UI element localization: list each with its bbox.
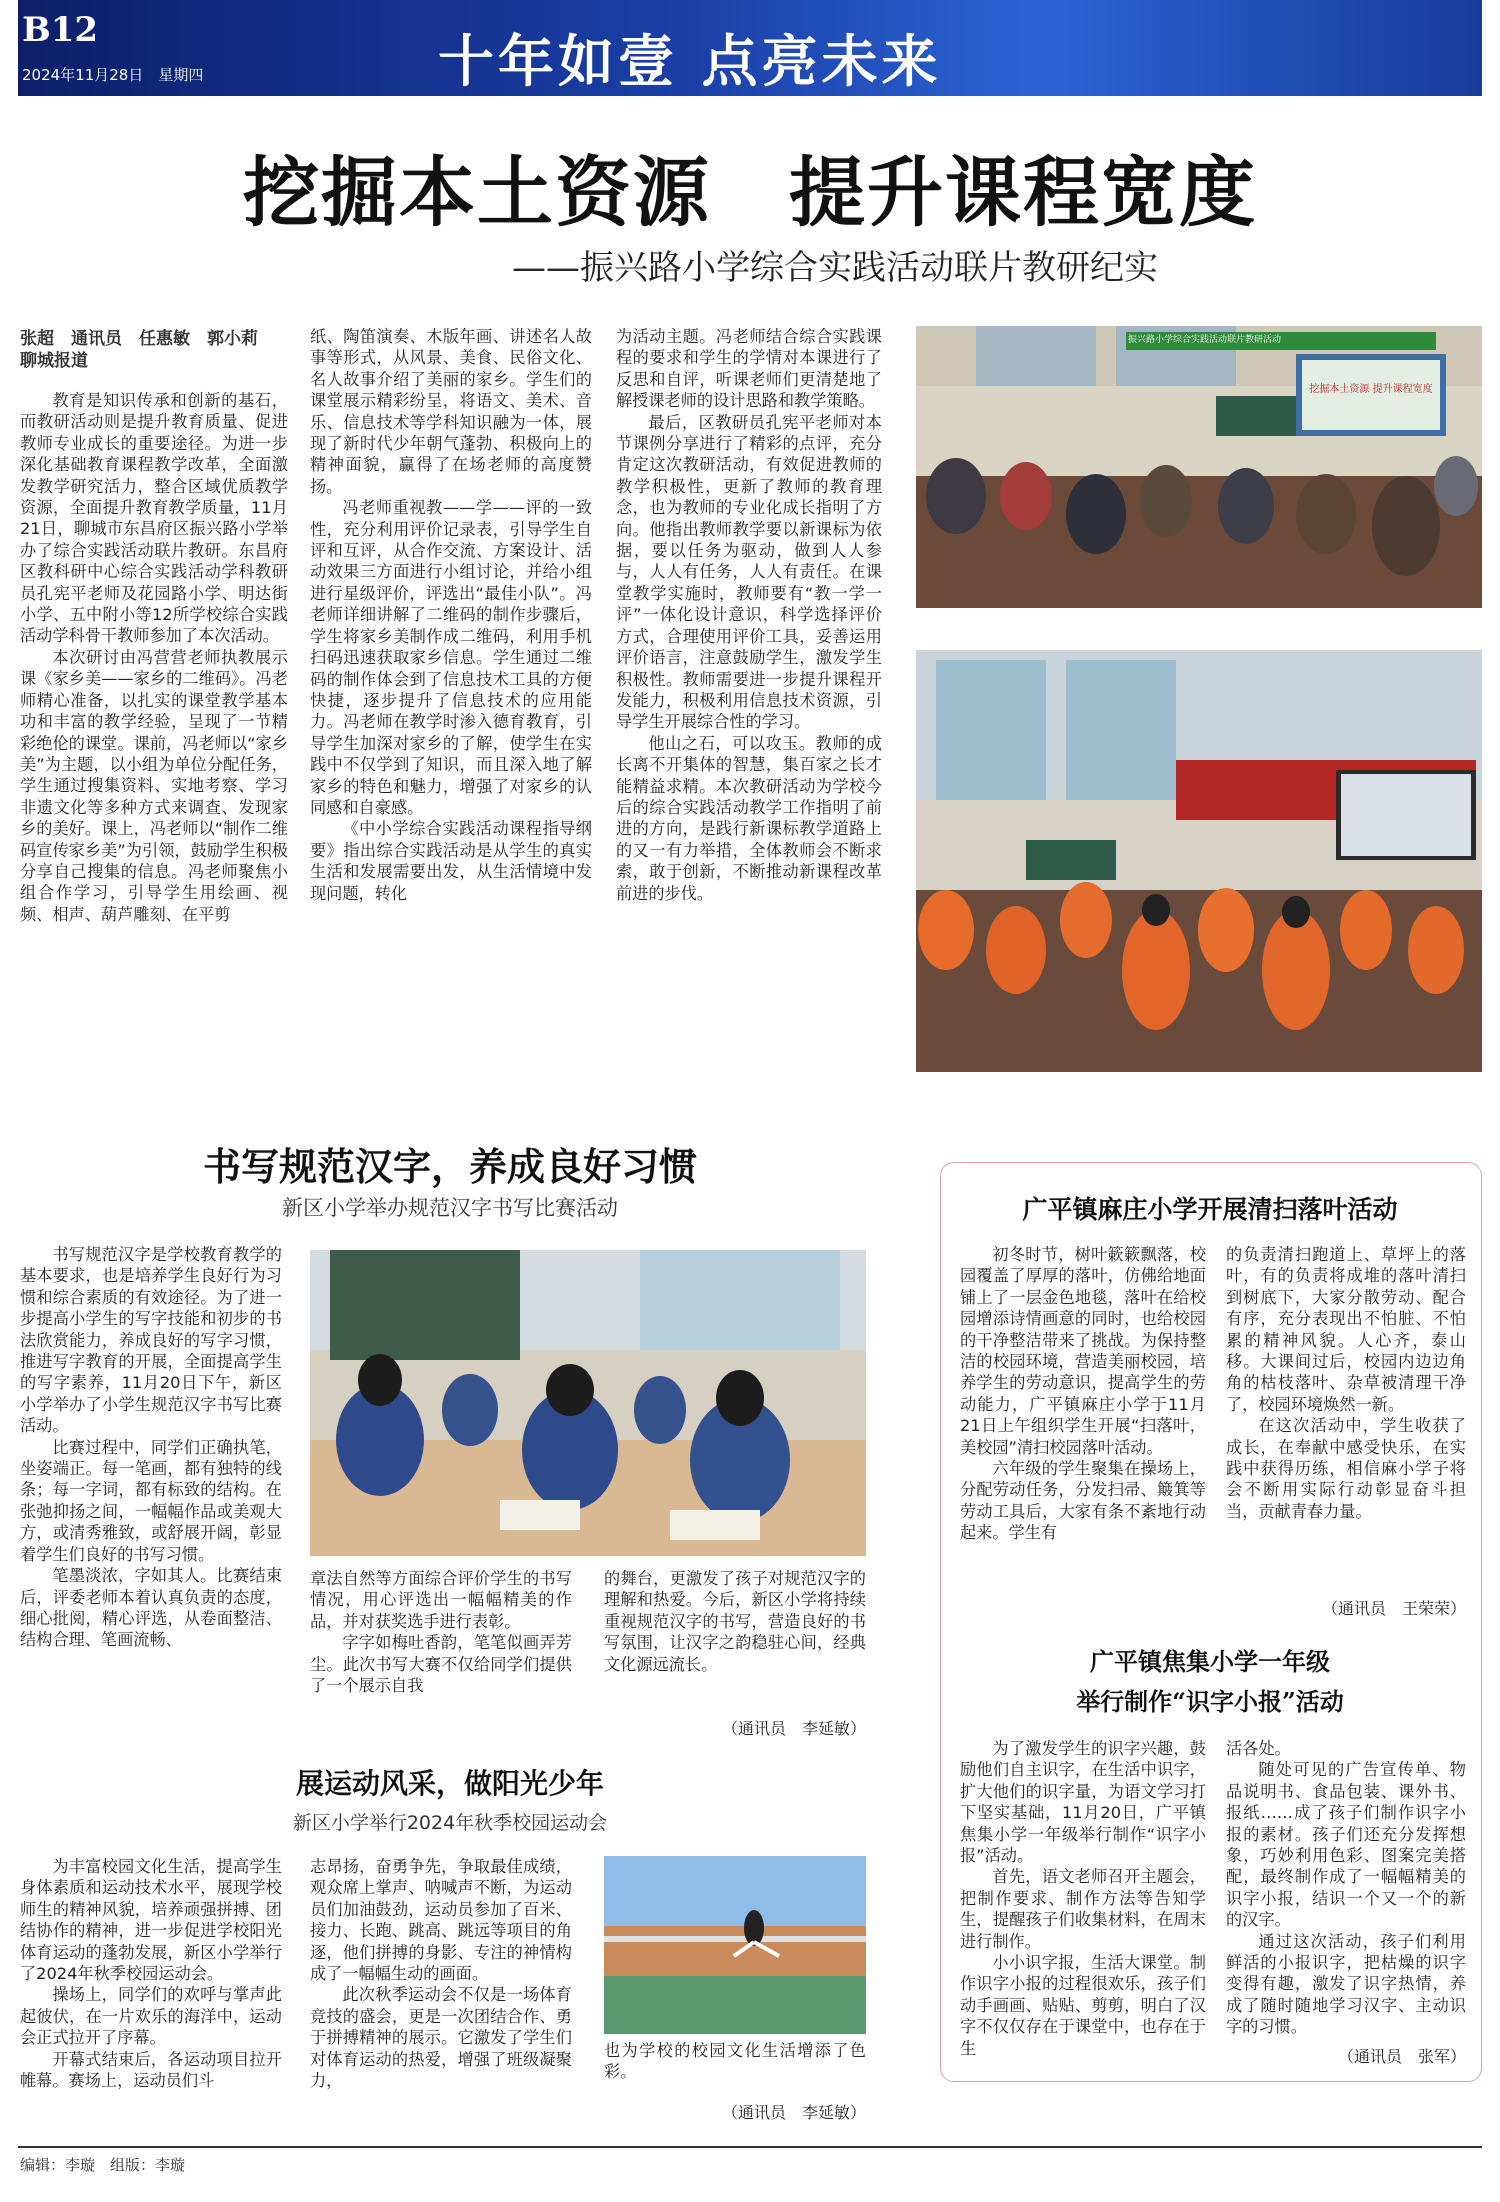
paragraph: 在这次活动中，学生收获了成长，在奉献中感受快乐，在实践中获得历练，相信麻小学子将会不断用实际行动彰显奋斗担当，贡献青春力量。 [1226,1416,1466,1521]
main-column-3 [616,326,882,1071]
class-photo-illustration [916,650,1482,1072]
writing-contest-photo [310,1250,866,1556]
seminar-photo [916,326,1482,608]
sports-column-1 [20,1856,282,2136]
paragraph: 首先，语文老师召开主题会，把制作要求、制作方法等告知学生，提醒孩子们收集材料，在周末进行制作。 [960,1867,1206,1951]
main-byline: 张超 通讯员 任惠敏 郭小莉 聊城报道 [20,329,275,371]
sports-photo-illustration [604,1856,866,2034]
seminar-banner-text: 振兴路小学综合实践活动联片教研活动 [1128,335,1282,345]
paragraph: 志昂扬，奋勇争先，争取最佳成绩，观众席上掌声、呐喊声不断，为运动员们加油鼓劲，运动员参加了百米、接力、长跑、跳高、跳远等项目的角逐，他们拼搏的身影、专注的神情构成了一幅幅生动的画面。 [310,1857,572,1984]
paragraph: 比赛过程中，同学们正确执笔，坐姿端正。每一笔画，都有独特的线条；每一字词，都有标致的结构。在张弛抑扬之间，一幅幅作品或美观大方，或清秀雅致，或舒展开阔，彰显着学生们良好的书写习惯。 [20,1437,282,1564]
literacy-title-line-1: 广平镇焦集小学一年级 [1090,1647,1330,1676]
main-subheadline: ——振兴路小学综合实践活动联片教研纪实 [512,248,1158,288]
writing-column-2 [310,1568,572,1748]
paragraph: 冯老师重视教——学——评的一致性，充分利用评价记录表，引导学生自评和互评，从合作交流、方案设计、活动效果三方面进行小组讨论，并给小组进行星级评价，评选出“最佳小队”。冯老师详细讲解了二维码的制作步骤后，学生将家乡美制作成二维码，利用手机扫码迅速获取家乡信息。学生通过二维码的制作体会到了信息技术工具的方便快捷，逐步提升了信息技术的应用能力。冯老师在教学时渗入德育教育，引导学生加深对家乡的了解，使学生在实践中不仅学到了知识，而且深入地了解家乡的特色和魅力，增强了对家乡的认同感和自豪感。 [310,498,592,817]
paragraph: 此次秋季运动会不仅是一场体育竞技的盛会，更是一次团结合作、勇于拼搏精神的展示。它激发了学生们对体育运动的热爱，增强了班级凝聚力， [310,1985,572,2091]
sports-article-subtitle: 新区小学举行2024年秋季校园运动会 [292,1812,608,1834]
main-column-2 [310,326,592,1071]
literacy-credit: （通讯员 张军） [1337,2047,1466,2066]
seminar-screen-text: 挖掘本土资源 提升课程宽度 [1309,384,1433,395]
paragraph: 教育是知识传承和创新的基石，而教研活动则是提升教育质量、促进教师专业成长的重要途径。为进一步深化基础教育课程教学改革，全面激发教学研究活力，整合区域优质教学资源，全面提升教育教学质量，11月21日，聊城市东昌府区振兴路小学举办了综合实践活动联片教研。东昌府区教科研中心综合实践活动学科教研员孔宪平老师及花园路小学、明达街小学、五中附小等12所学校综合实践活动学科骨干教师参加了本次活动。 [20,391,288,646]
footer-rule [18,2146,1482,2148]
paragraph: 操场上，同学们的欢呼与掌声此起彼伏，在一片欢乐的海洋中，运动会正式拉开了序幕。 [20,1985,282,2048]
paragraph: 他山之石，可以攻玉。教师的成长离不开集体的智慧，集百家之长才能精益求精。本次教研活动为学校今后的综合实践活动教学工作指明了前进的方向，是践行新课标教学道路上的又一有力举措，全体教师会不断求索，敢于创新，不断推动新课程改革前进的步伐。 [616,733,882,903]
paragraph: 最后，区教研员孔宪平老师对本节课例分享进行了精彩的点评，充分肯定这次教研活动，有效促进教师的教学积极性，更新了教师的教育理念，也为教师的专业化成长指明了方向。他指出教师教学要以新课标为依据，要以任务为驱动，做到人人参与，人人有任务，人人有责任。在课堂教学实施时，教师要有“教一学一评”一体化设计意识，科学选择评价方式，合理使用评价工具，妥善运用评价语言，注意鼓励学生，激发学生积极性。教师需要进一步提升课程开发能力，积极利用信息技术资源，引导学生开展综合性的学习。 [616,412,882,732]
page-number: B12 [22,10,99,50]
writing-credit: （通讯员 李延敏） [721,1719,866,1738]
paragraph: 章法自然等方面综合评价学生的书写情况，用心评选出一幅幅精美的作品，并对获奖选手进行表彰。 [310,1569,572,1631]
literacy-title-line-2: 举行制作“识字小报”活动 [1076,1687,1344,1716]
paragraph: 开幕式结束后，各运动项目拉开帷幕。赛场上，运动员们斗 [20,2049,282,2091]
paragraph: 纸、陶笛演奏、木版年画、讲述名人故事等形式，从风景、美食、民俗文化、名人故事介绍了美丽的家乡。学生们的课堂展示精彩纷呈，将语文、美术、音乐、信息技术等学科知识融为一体，展现了新时代少年朝气蓬勃、积极向上的精神面貌，赢得了在场老师的高度赞扬。 [310,327,592,496]
paragraph: 小小识字报，生活大课堂。制作识字小报的过程很欢乐，孩子们动手画画、贴贴、剪剪，明白了汉字不仅仅存在于课堂中，也存在于生 [960,1953,1206,2058]
paragraph: 为丰富校园文化生活，提高学生身体素质和运动技术水平，展现学校师生的精神风貌，培养顽强拼搏、团结协作的精神，进一步促进学校阳光体育运动的蓬勃发展，新区小学举行了2024年秋季校园运动会。 [20,1857,282,1984]
leaves-credit: （通讯员 王荣荣） [1321,1599,1466,1618]
header-banner-title: 十年如壹 点亮未来 [438,30,942,95]
paragraph: 也为学校的校园文化生活增添了色彩。 [604,2041,866,2082]
paragraph: 活各处。 [1226,1739,1291,1758]
paragraph: 本次研讨由冯营营老师执教展示课《家乡美——家乡的二维码》。冯老师精心准备，以扎实的课堂教学基本功和丰富的教学经验，呈现了一节精彩绝伦的课堂。课前，冯老师以“家乡美”为主题，以小组为单位分配任务，学生通过搜集资料、实地考察、学习非遗文化等多种方式来调查、发现家乡的美好。课上，冯老师以“制作二维码宣传家乡美”为引领，鼓励学生积极分享自己搜集的信息。冯老师聚焦小组合作学习，引导学生用绘画、视频、相声、葫芦雕刻、在平剪 [20,647,288,924]
leaves-column-1 [960,1244,1206,1614]
leaves-column-2 [1226,1244,1466,1594]
paragraph: 书写规范汉字是学校教育教学的基本要求，也是培养学生良好行为习惯和综合素质的有效途径。为了进一步提高小学生的写字技能和初步的书法欣赏能力，养成良好的写字习惯，推进写字教育的开展，全面提高学生的写字素养，11月20日下午，新区小学举办了小学生规范汉字书写比赛活动。 [20,1245,282,1436]
sports-credit: （通讯员 李延敏） [721,2103,866,2122]
writing-photo-illustration [310,1250,866,1556]
sports-article-title: 展运动风采，做阳光少年 [295,1767,604,1800]
paragraph: 为活动主题。冯老师结合综合实践课程的要求和学生的学情对本课进行了反思和自评，听课老师们更清楚地了解授课老师的设计思路和教学策略。 [616,327,882,411]
footer-editor: 编辑：李璇 组版：李璇 [20,2156,186,2174]
sports-photo [604,1856,866,2034]
writing-article-subtitle: 新区小学举办规范汉字书写比赛活动 [282,1196,618,1220]
writing-column-1 [20,1244,282,1744]
main-headline: 挖掘本土资源 提升课程宽度 [243,148,1257,237]
paragraph: 《中小学综合实践活动课程指导纲要》指出综合实践活动是从学生的真实生活和发展需要出发，从生活情境中发现问题，转化 [310,819,592,903]
leaves-article-title: 广平镇麻庄小学开展清扫落叶活动 [1022,1195,1398,1224]
paragraph: 为了激发学生的识字兴趣，鼓励他们自主识字，在生活中识字，扩大他们的识字量，为语文学习打下坚实基础，11月20日，广平镇焦集小学一年级举行制作“识字小报”活动。 [960,1739,1206,1866]
seminar-photo-illustration [916,326,1482,608]
literacy-column-2 [1226,1738,1466,2038]
literacy-column-1 [960,1738,1206,2068]
paragraph: 的舞台，更激发了孩子对规范汉字的理解和热爱。今后，新区小学将持续重视规范汉字的书写，营造良好的书写氛围，让汉字之韵稳驻心间，经典文化源远流长。 [604,1569,866,1674]
class-photo [916,650,1482,1072]
sports-column-3 [604,2040,866,2088]
paragraph: 的负责清扫跑道上、草坪上的落叶，有的负责将成堆的落叶清扫到树底下，大家分散劳动、配合有序，充分表现出不怕脏、不怕累的精神风貌。人心齐，泰山移。大课间过后，校园内边边角角的枯枝落叶、杂草被清理干净了，校园环境焕然一新。 [1226,1245,1466,1414]
paragraph: 通过这次活动，孩子们利用鲜活的小报识字，把枯燥的识字变得有趣，激发了识字热情，养成了随时随地学习汉字、主动识字的习惯。 [1226,1931,1466,2037]
paragraph: 初冬时节，树叶簌簌飘落，校园覆盖了厚厚的落叶，仿佛给地面铺上了一层金色地毯，落叶在给校园增添诗情画意的同时，也给校园的干净整洁带来了挑战。为保持整洁的校园环境，营造美丽校园，培养学生的劳动意识，提高学生的劳动能力，广平镇麻庄小学于11月21日上午组织学生开展“扫落叶，美校园”清扫校园落叶活动。 [960,1245,1206,1457]
main-column-1 [20,390,288,1070]
paragraph: 笔墨淡浓，字如其人。比赛结束后，评委老师本着认真负责的态度，细心批阅，精心评选，从卷面整洁、结构合理、笔画流畅、 [20,1566,282,1650]
issue-date: 2024年11月28日 星期四 [22,66,204,84]
paragraph: 字字如梅吐香韵，笔笔似画弄芳尘。此次书写大赛不仅给同学们提供了一个展示自我 [310,1633,572,1696]
writing-column-3 [604,1568,866,1708]
paragraph: 随处可见的广告宣传单、物品说明书、食品包装、课外书、报纸……成了孩子们制作识字小报的素材。孩子们还充分发挥想象，巧妙利用色彩、图案完美搭配，最终制作成了一幅幅精美的识字小报，结识一个又一个的新的汉字。 [1226,1760,1466,1930]
writing-article-title: 书写规范汉字，养成良好习惯 [202,1144,697,1189]
paragraph: 六年级的学生聚集在操场上，分配劳动任务，分发扫帚、簸箕等劳动工具后，大家有条不紊地行动起来。学生有 [960,1459,1206,1543]
sports-column-2 [310,1856,572,2136]
